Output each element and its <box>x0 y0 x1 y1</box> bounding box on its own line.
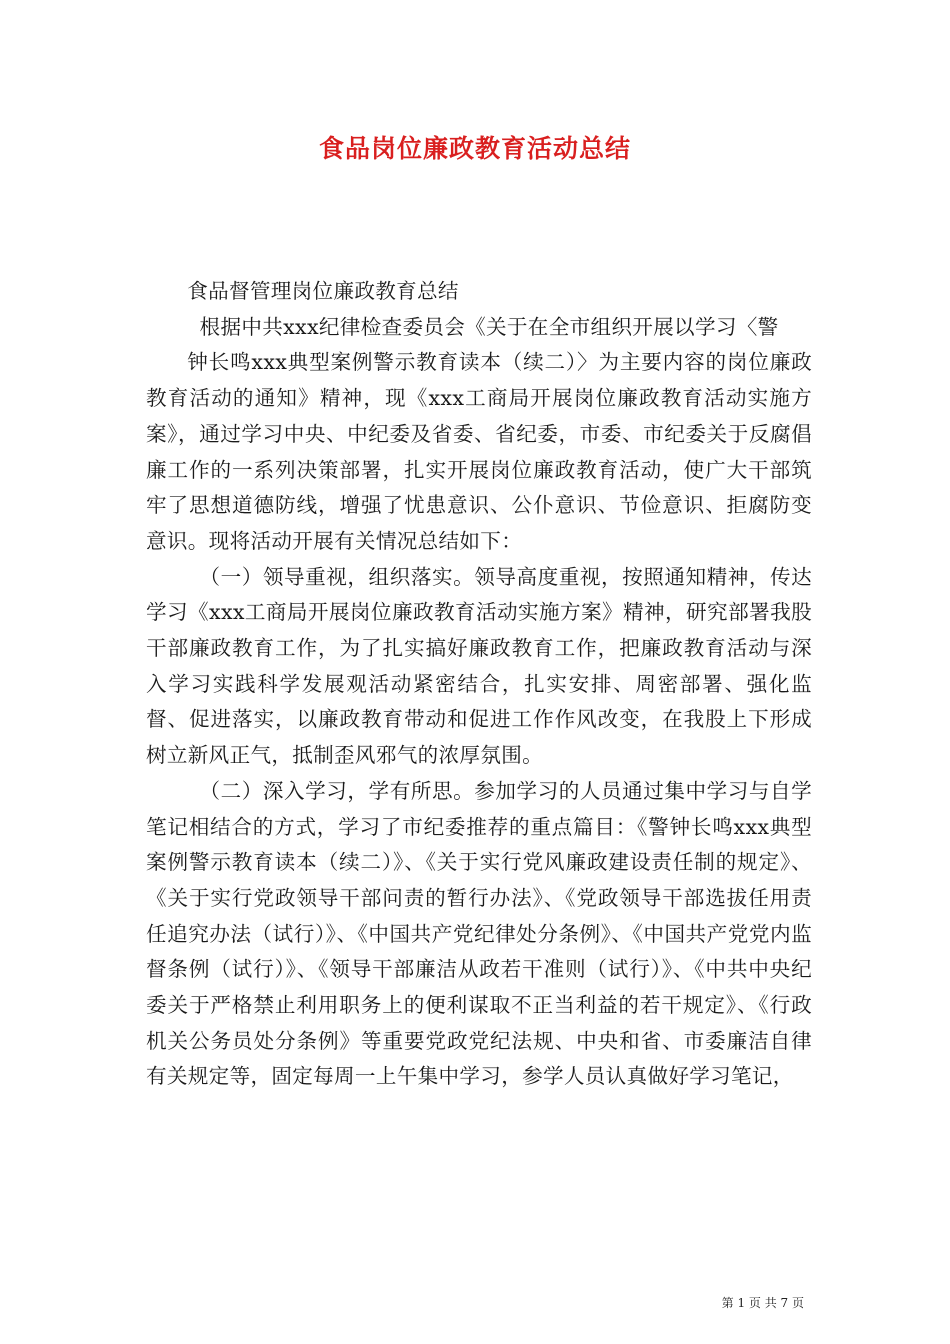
paragraph-section-one: （一）领导重视，组织落实。领导高度重视，按照通知精神，传达学习《xxx工商局开展岗位廉政教育活动实施方案》精神，研究部署我股干部廉政教育工作，为了扎实搞好廉政教育工作，把廉政教育活动与深入学习实践科学发展观活动紧密结合，扎实安排、周密部署、强化监督、促进落实，以廉政教育带动和促进工作作风改变，在我股上下形成树立新风正气，抵制歪风邪气的浓厚氛围。 <box>146 564 812 768</box>
paragraph-continuation: 钟长鸣xxx典型案例警示教育读本（续二）〉为主要内容的岗位廉政教育活动的通知》精神，现《xxx工商局开展岗位廉政教育活动实施方案》，通过学习中央、中纪委及省委、省纪委，市委、市纪委关于反腐倡廉工作的一系列决策部署，扎实开展岗位廉政教育活动，使广大干部筑牢了思想道德防线，增强了忧患意识、公仆意识、节俭意识、拒腐防变意识。现将活动开展有关情况总结如下： <box>146 350 812 553</box>
document-body <box>146 274 812 1095</box>
paragraph-section-two: （二）深入学习，学有所思。参加学习的人员通过集中学习与自学笔记相结合的方式，学习了市纪委推荐的重点篇目：《警钟长鸣xxx典型案例警示教育读本（续二）》、《关于实行党风廉政建设责任制的规定》、《关于实行党政领导干部问责的暂行办法》、《党政领导干部选拔任用责任追究办法（试行）》、《中国共产党纪律处分条例》、《中国共产党党内监督条例（试行）》、《领导干部廉洁从政若干准则（试行）》、《中共中央纪委关于严格禁止利用职务上的便利谋取不正当利益的若干规定》、《行政机关公务员处分条例》等重要党政党纪法规、中央和省、市委廉洁自律有关规定等，固定每周一上午集中学习，参学人员认真做好学习笔记， <box>146 778 812 1089</box>
document-subtitle: 食品督管理岗位廉政教育总结 <box>187 279 459 303</box>
page-number: 第 1 页 共 7 页 <box>721 1296 804 1310</box>
paragraph-intro: 根据中共xxx纪律检查委员会《关于在全市组织开展以学习〈警 <box>199 314 779 339</box>
document-title: 食品岗位廉政教育活动总结 <box>318 134 631 163</box>
